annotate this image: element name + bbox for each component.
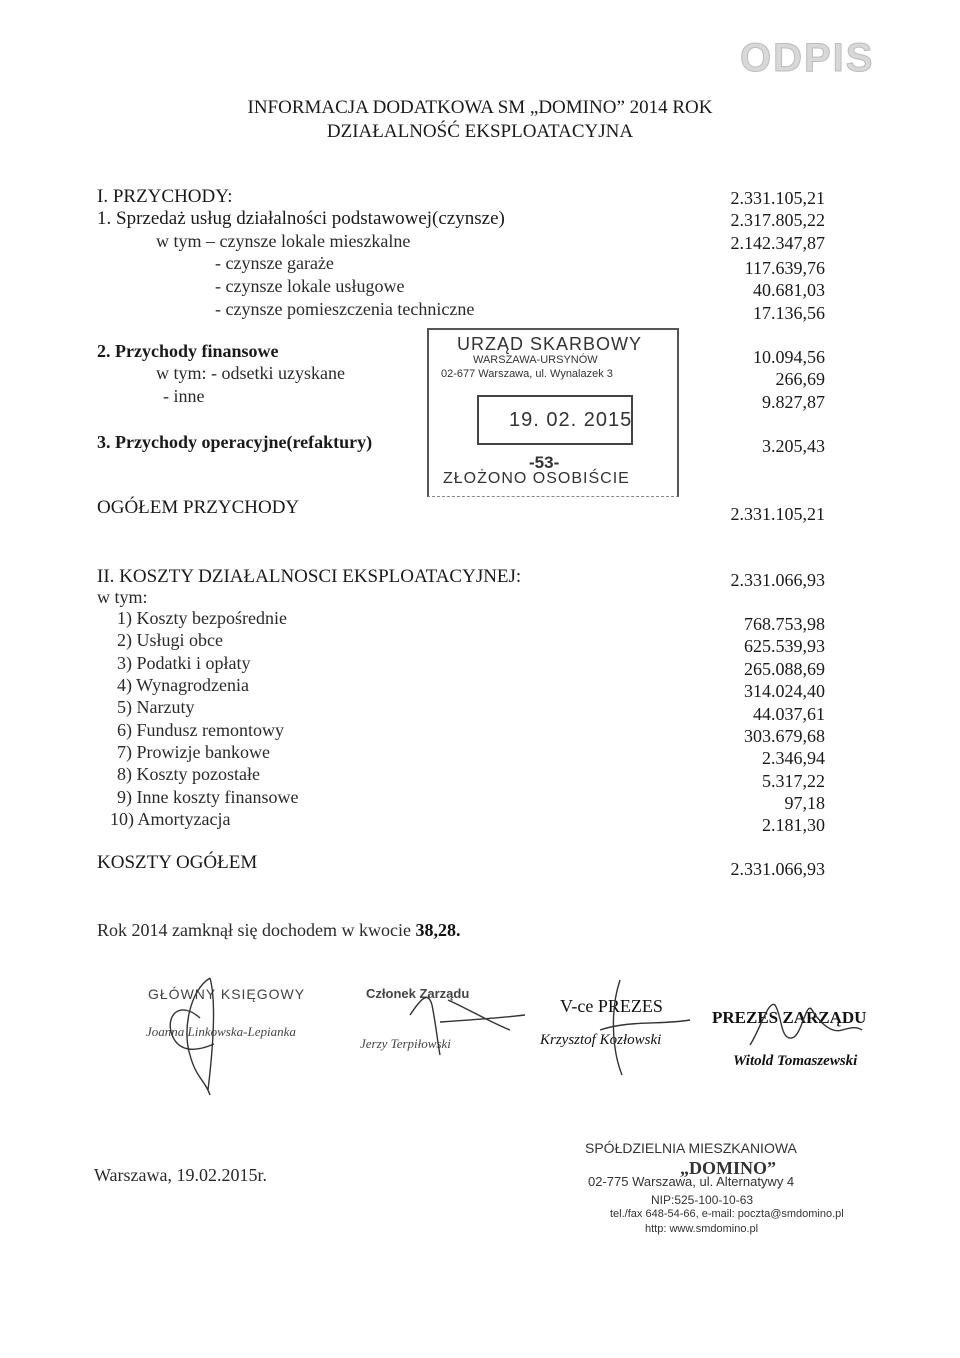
cost-item-amount: 44.037,61 bbox=[753, 704, 825, 724]
revenue-detail-amount: 17.136,56 bbox=[753, 303, 825, 323]
president-name: Witold Tomaszewski bbox=[733, 1053, 858, 1069]
revenues-heading-amount: 2.331.105,21 bbox=[730, 188, 825, 208]
summary-amount: 38,28. bbox=[415, 920, 461, 940]
odpis-watermark: ODPIS bbox=[740, 36, 875, 80]
vice-president-signature bbox=[600, 980, 690, 1075]
revenue-detail-amount: 266,69 bbox=[775, 369, 825, 389]
revenue-detail-amount: 117.639,76 bbox=[744, 258, 825, 278]
coop-stamp-brand: „DOMINO” bbox=[680, 1158, 776, 1178]
stamp-office-name: URZĄD SKARBOWY bbox=[457, 334, 643, 354]
coop-stamp-website: http: www.smdomino.pl bbox=[645, 1223, 759, 1235]
cost-item-label: 2) Usługi obce bbox=[117, 630, 223, 650]
cost-item-amount: 2.346,94 bbox=[762, 748, 825, 768]
costs-intro: w tym: bbox=[97, 587, 148, 607]
tax-office-stamp bbox=[427, 328, 679, 497]
document-subtitle: DZIAŁALNOŚĆ EKSPLOATACYJNA bbox=[326, 121, 634, 142]
coop-stamp-contact: tel./fax 648-54-66, e-mail: poczta@smdomino.pl bbox=[610, 1208, 844, 1220]
cost-item-label: 9) Inne koszty finansowe bbox=[117, 787, 299, 807]
costs-total-amount: 2.331.066,93 bbox=[730, 859, 825, 879]
revenue-detail-amount: 2.142.347,87 bbox=[730, 233, 825, 253]
board-member-signature bbox=[410, 998, 525, 1055]
revenue-item-2-amount: 10.094,56 bbox=[753, 347, 825, 367]
cost-item-label: 6) Fundusz remontowy bbox=[117, 720, 284, 740]
costs-heading: II. KOSZTY DZIAŁALNOSCI EKSPLOATACYJNEJ: bbox=[97, 566, 522, 587]
revenue-detail-label: - inne bbox=[163, 386, 205, 406]
cost-item-amount: 265.088,69 bbox=[744, 659, 825, 679]
revenues-total-amount: 2.331.105,21 bbox=[730, 504, 825, 524]
revenue-detail-label: w tym – czynsze lokale mieszkalne bbox=[156, 231, 411, 251]
vice-president-name: Krzysztof Kozłowski bbox=[540, 1032, 662, 1048]
cost-item-label: 10) Amortyzacja bbox=[110, 809, 231, 829]
cost-item-label: 4) Wynagrodzenia bbox=[117, 675, 250, 695]
place-date: Warszawa, 19.02.2015r. bbox=[94, 1165, 268, 1185]
revenue-item-3-amount: 3.205,43 bbox=[762, 436, 825, 456]
cost-item-amount: 2.181,30 bbox=[762, 815, 825, 835]
costs-total-label: KOSZTY OGÓŁEM bbox=[97, 852, 258, 873]
revenues-total-label: OGÓŁEM PRZYCHODY bbox=[97, 497, 300, 518]
cost-item-label: 8) Koszty pozostałe bbox=[117, 764, 260, 784]
chief-accountant-title: GŁÓWNY KSIĘGOWY bbox=[148, 986, 306, 1002]
cost-item-amount: 768.753,98 bbox=[744, 614, 825, 634]
cost-item-label: 3) Podatki i opłaty bbox=[117, 653, 251, 673]
revenue-detail-label: - czynsze pomieszczenia techniczne bbox=[215, 299, 475, 319]
stamp-date-box bbox=[477, 395, 633, 445]
coop-stamp-name: SPÓŁDZIELNIA MIESZKANIOWA bbox=[585, 1140, 797, 1156]
cost-item-amount: 97,18 bbox=[784, 793, 825, 813]
cost-item-label: 5) Narzuty bbox=[117, 697, 195, 717]
costs-heading-amount: 2.331.066,93 bbox=[730, 570, 825, 590]
cost-item-amount: 303.679,68 bbox=[744, 726, 825, 746]
stamp-submitted-note: ZŁOŻONO OSOBIŚCIE bbox=[443, 470, 630, 487]
stamp-number: -53- bbox=[529, 453, 560, 472]
revenue-item-2-label: 2. Przychody finansowe bbox=[97, 341, 279, 361]
revenue-detail-label: w tym: - odsetki uzyskane bbox=[156, 363, 345, 383]
cost-item-amount: 5.317,22 bbox=[762, 771, 825, 791]
revenue-detail-amount: 9.827,87 bbox=[762, 392, 825, 412]
stamp-date: 19. 02. 2015 bbox=[509, 409, 633, 431]
coop-stamp-nip: NIP:525-100-10-63 bbox=[651, 1193, 754, 1207]
summary-sentence bbox=[97, 920, 460, 941]
handwritten-signatures bbox=[0, 960, 960, 1130]
vice-president-title: V-ce PREZES bbox=[560, 996, 663, 1016]
cost-item-amount: 625.539,93 bbox=[744, 636, 825, 656]
cost-item-label: 7) Prowizje bankowe bbox=[117, 742, 270, 762]
revenue-item-1-amount: 2.317.805,22 bbox=[730, 210, 825, 230]
summary-text: Rok 2014 zamknął się dochodem w kwocie bbox=[97, 920, 411, 940]
revenue-item-3-label: 3. Przychody operacyjne(refaktury) bbox=[97, 432, 373, 452]
president-signature bbox=[750, 1004, 862, 1045]
chief-accountant-signature bbox=[187, 978, 214, 1095]
revenue-detail-label: - czynsze garaże bbox=[215, 253, 334, 273]
revenues-heading: I. PRZYCHODY: bbox=[97, 186, 233, 207]
coop-stamp-address: 02-775 Warszawa, ul. Alternatywy 4 bbox=[588, 1174, 795, 1189]
cost-item-amount: 314.024,40 bbox=[744, 681, 825, 701]
board-member-title: Członek Zarządu bbox=[366, 986, 470, 1001]
stamp-office-branch: WARSZAWA-URSYNÓW bbox=[473, 354, 598, 366]
board-member-name: Jerzy Terpiłowski bbox=[360, 1036, 451, 1051]
revenue-item-1-label: 1. Sprzedaż usług działalności podstawowej(czynsze) bbox=[97, 208, 505, 229]
president-title: PREZES ZARZĄDU bbox=[712, 1008, 867, 1027]
revenue-detail-amount: 40.681,03 bbox=[753, 280, 825, 300]
document-title: INFORMACJA DODATKOWA SM „DOMINO” 2014 ROK bbox=[247, 97, 713, 118]
chief-accountant-signature-loop bbox=[170, 1010, 214, 1049]
revenue-detail-label: - czynsze lokale usługowe bbox=[215, 276, 405, 296]
stamp-office-address: 02-677 Warszawa, ul. Wynalazek 3 bbox=[441, 368, 613, 380]
chief-accountant-name: Joanna Linkowska-Lepianka bbox=[146, 1024, 296, 1039]
cost-item-label: 1) Koszty bezpośrednie bbox=[117, 608, 287, 628]
